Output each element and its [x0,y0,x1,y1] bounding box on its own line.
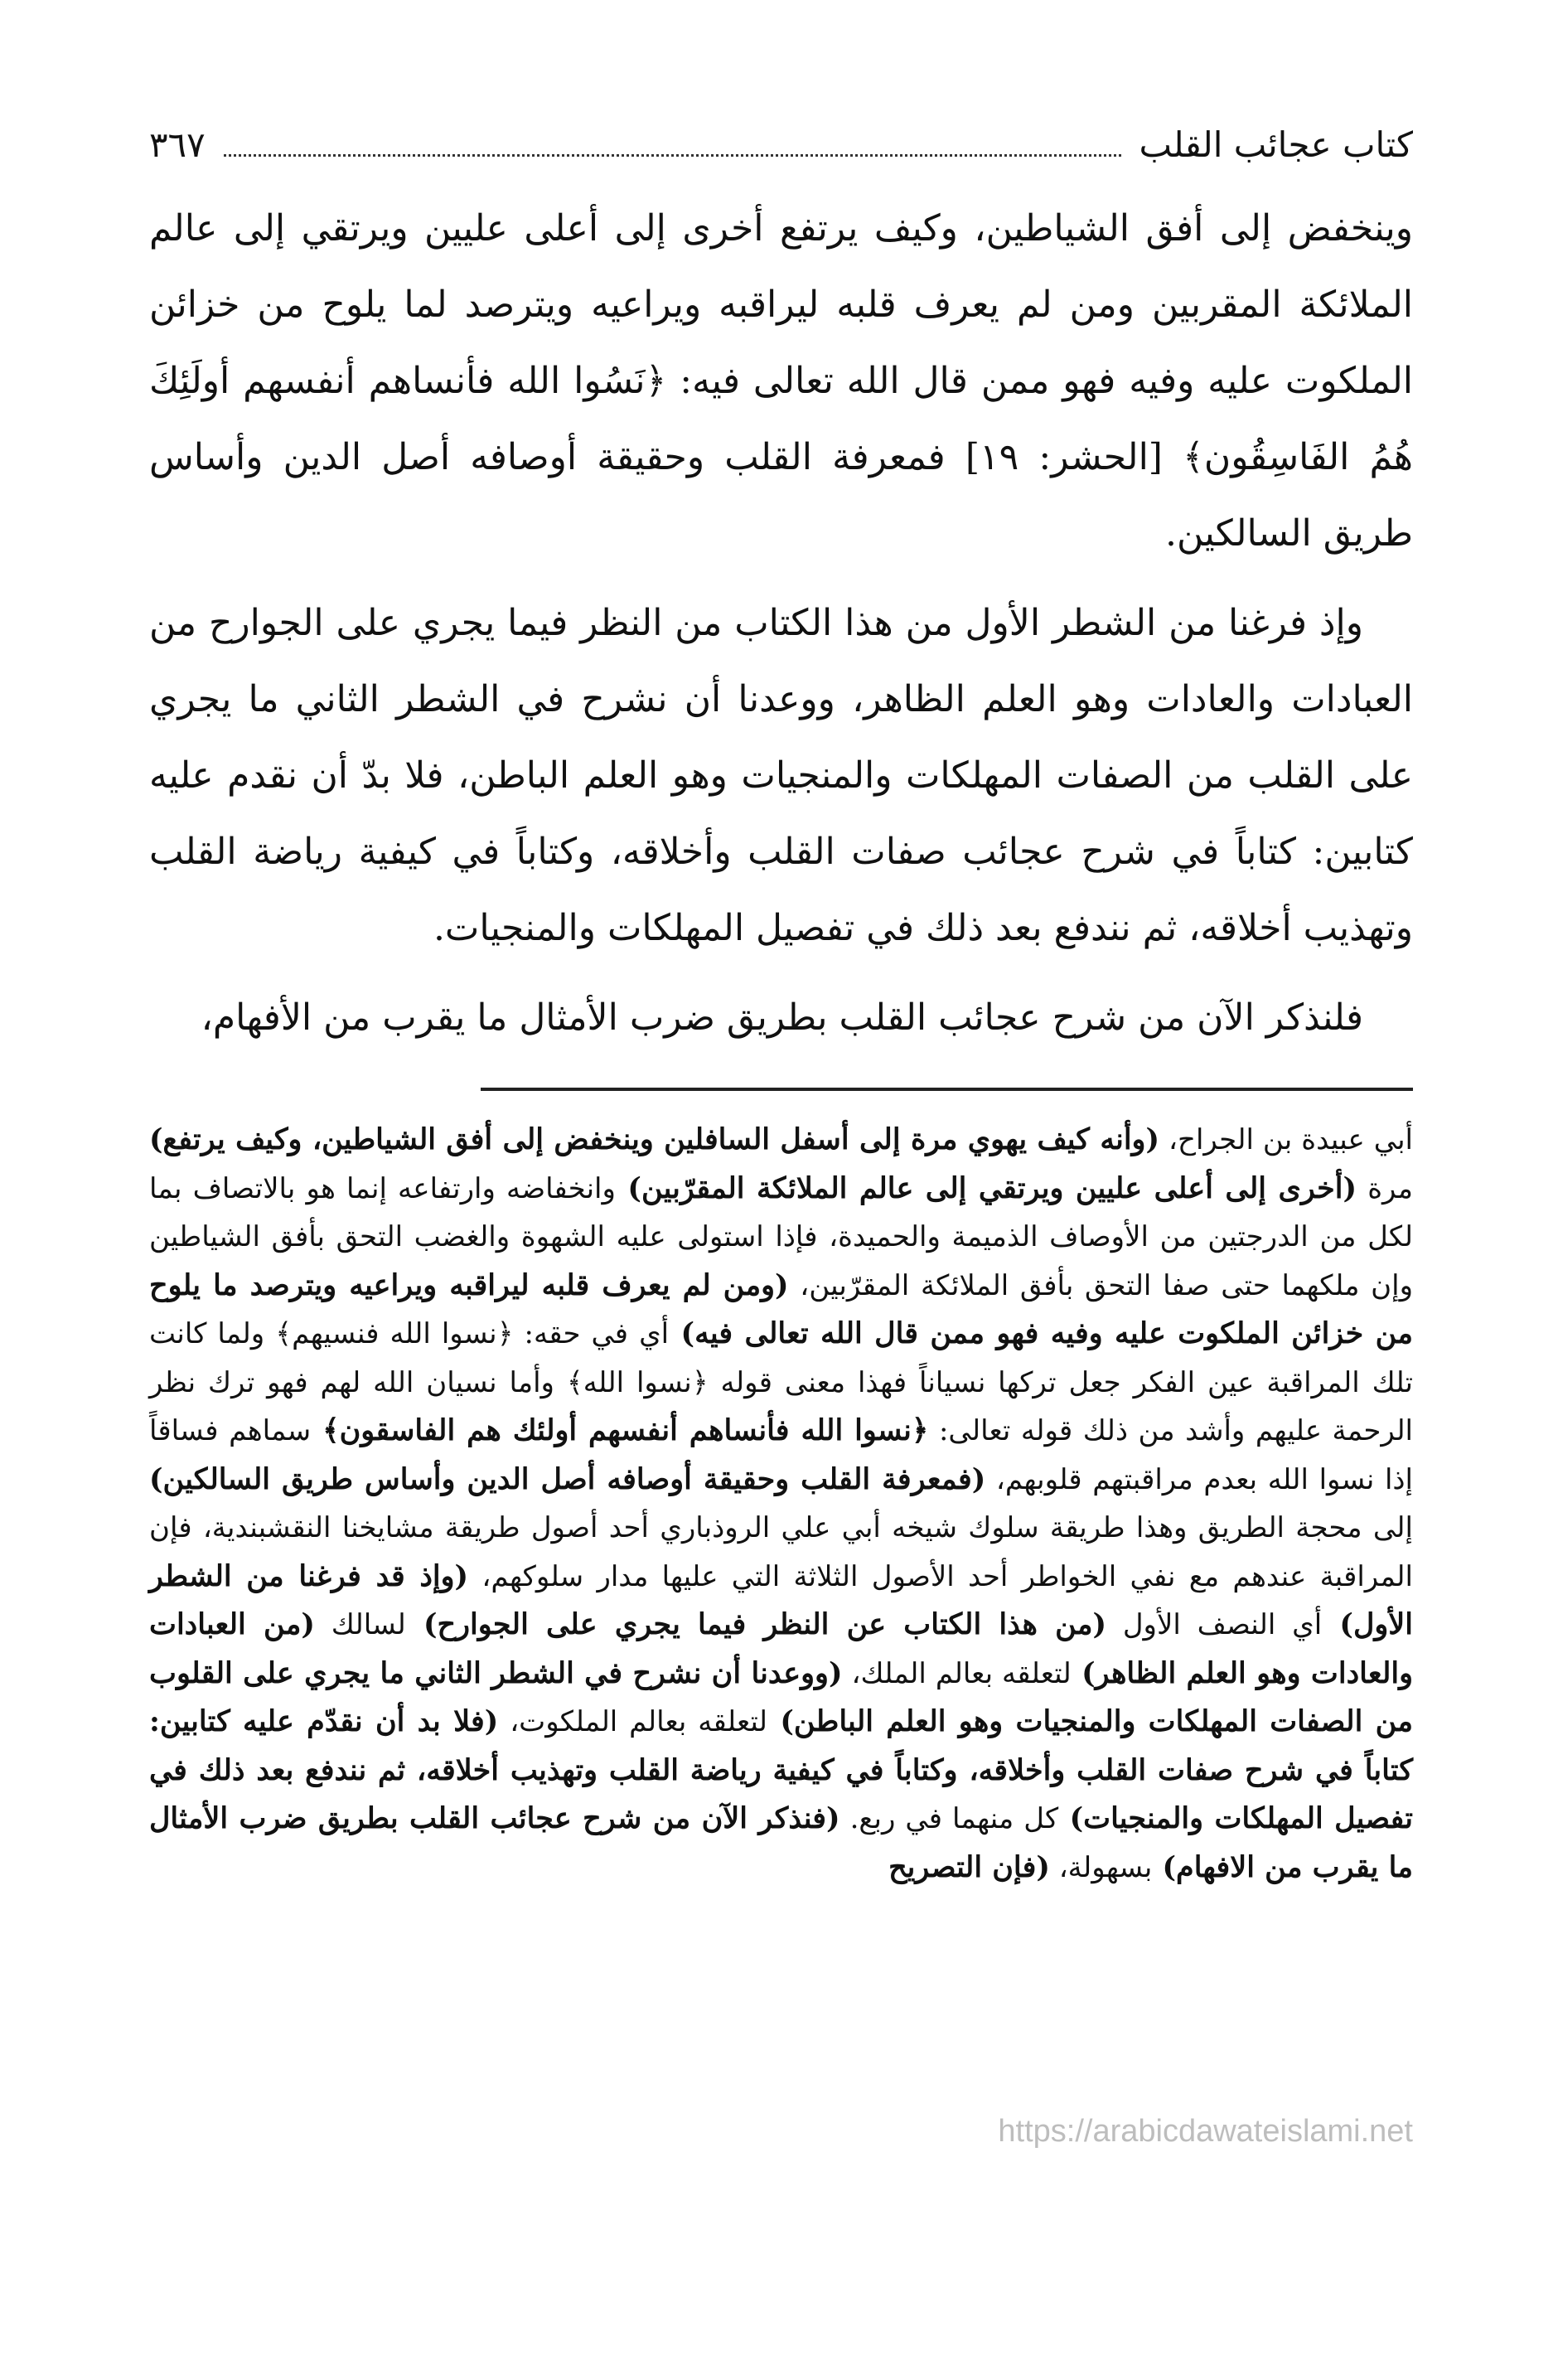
matn-quote: (من هذا الكتاب عن النظر فيما يجري على الجوارح) [405,1607,1107,1641]
matn-quote: (أخرى إلى أعلى عليين ويرتقي إلى عالم الملائكة المقرّبين) [615,1171,1357,1205]
watermark-url: https://arabicdawateislami.net [998,2114,1413,2149]
matn-quote: (من العبادات والعادات وهو العلم الظاهر) [149,1607,1413,1690]
footnote-paragraph [149,1116,1413,1892]
commentary-text: أي في حقه: ﴿نسوا الله فنسيهم﴾ ولما كانت تلك المراقبة عين الفكر جعل تركها نسياناً فهذا معنى قوله ﴿نسوا الله﴾ وأما نسيان الله لهم فهو ترك نظر الرحمة عليهم وأشد من ذلك قوله تعالى: [149,1317,1413,1447]
matn-quote: (فمعرفة القلب وحقيقة أوصافه أصل الدين وأساس طريق السالكين) [149,1461,986,1496]
commentary-text: كل منهما في ربع. [839,1802,1059,1835]
matn-quote: (ومن لم يعرف قلبه ليراقبه ويراعيه ويترصد ما يلوح من خزائن الملكوت عليه وفيه فهو ممن قال الله تعالى فيه) [149,1268,1414,1350]
commentary-text: لتعلقه بعالم الملكوت، [498,1705,768,1738]
matn-quote: (فإن التصريح [888,1849,1050,1884]
matn-quote: ﴿نسوا الله فأنساهم أنفسهم أولئك هم الفاسقون﴾ [311,1413,929,1447]
dotted-leader [224,154,1121,157]
commentary-text: بسهولة، [1049,1850,1153,1884]
commentary-text: سماهم فساقاً إذا نسوا الله بعدم مراقبتهم قلوبهم، [149,1414,1413,1496]
main-text [149,191,1413,1056]
commentary-text: إلى محجة الطريق وهذا طريقة سلوك شيخه أبي علي الروذباري أحد أصول طريقة مشايخنا النقشبندية، فإن المراقبة عندهم مع نفي الخواطر أحد الأصول الثلاثة التي عليها مدار سلوكهم، [149,1511,1413,1593]
commentary-text: وانخفاضه وارتفاعه إنما هو بالاتصاف بما لكل من الدرجتين من الأوصاف الذميمة والحميدة، فإذا استولى عليه الشهوة والغضب التحق بأفق الشياطين وإن ملكهما حتى صفا التحق بأفق الملائكة المقرّبين، [149,1171,1413,1302]
commentary-text: لسالك [314,1608,406,1641]
matn-quote: (فنذكر الآن من شرح عجائب القلب بطريق ضرب الأمثال ما يقرب من الافهام) [149,1801,1413,1884]
matn-quote: (ووعدنا أن نشرح في الشطر الثاني ما يجري على القلوب من الصفات المهلكات والمنجيات وهو العلم الباطن) [149,1655,1413,1738]
commentary-text: أي النصف الأول [1106,1608,1323,1641]
commentary-text: لتعلقه بعالم الملك، [842,1656,1072,1690]
commentary-text: أبي عبيدة بن الجراح، [1159,1123,1414,1156]
matn-quote: (فلا بد أن نقدّم عليه كتابين: كتاباً في شرح صفات القلب وأخلاقه، وكتاباً في كيفية رياضة القلب وتهذيب أخلاقه، ثم نندفع بعد ذلك في تفصيل المهلكات والمنجيات) [149,1704,1414,1835]
commentary-text: مرة [1357,1171,1413,1205]
running-header [149,124,1413,191]
main-paragraph-2: وإذ فرغنا من الشطر الأول من هذا الكتاب من النظر فيما يجري على الجوارح من العبادات والعادات وهو العلم الظاهر، ووعدنا أن نشرح في الشطر الثاني ما يجري على القلب من الصفات المهلكات والمنجيات وهو العلم الباطن، فلا بدّ أن نقدم عليه كتابين: كتاباً في شرح عجائب صفات القلب وأخلاقه، وكتاباً في كيفية رياضة القلب وتهذيب أخلاقه، ثم نندفع بعد ذلك في تفصيل المهلكات والمنجيات. [149,602,1413,949]
matn-quote: (وأنه كيف يهوي مرة إلى أسفل السافلين وينخفض إلى أفق الشياطين، وكيف يرتفع) [149,1122,1160,1156]
book-page [149,124,1413,1892]
main-paragraph-3: فلنذكر الآن من شرح عجائب القلب بطريق ضرب الأمثال ما يقرب من الأفهام، [201,996,1363,1039]
page-number: ٣٦٧ [149,124,206,165]
matn-quote: (وإذ قد فرغنا من الشطر الأول) [149,1558,1413,1641]
commentary-footnote [149,1116,1413,1892]
running-title: كتاب عجائب القلب [1139,124,1413,165]
main-paragraph-1: وينخفض إلى أفق الشياطين، وكيف يرتفع أخرى إلى أعلى عليين ويرتقي إلى عالم الملائكة المقربين ومن لم يعرف قلبه ليراقبه ويراعيه ويترصد لما يلوح من خزائن الملكوت عليه وفيه فهو ممن قال الله تعالى فيه: ﴿نَسُوا الله فأنساهم أنفسهم أولَئِكَ هُمُ الفَاسِقُون﴾ [الحشر: ١٩] فمعرفة القلب وحقيقة أوصافه أصل الدين وأساس طريق السالكين. [149,207,1413,555]
footnote-divider [481,1088,1413,1091]
